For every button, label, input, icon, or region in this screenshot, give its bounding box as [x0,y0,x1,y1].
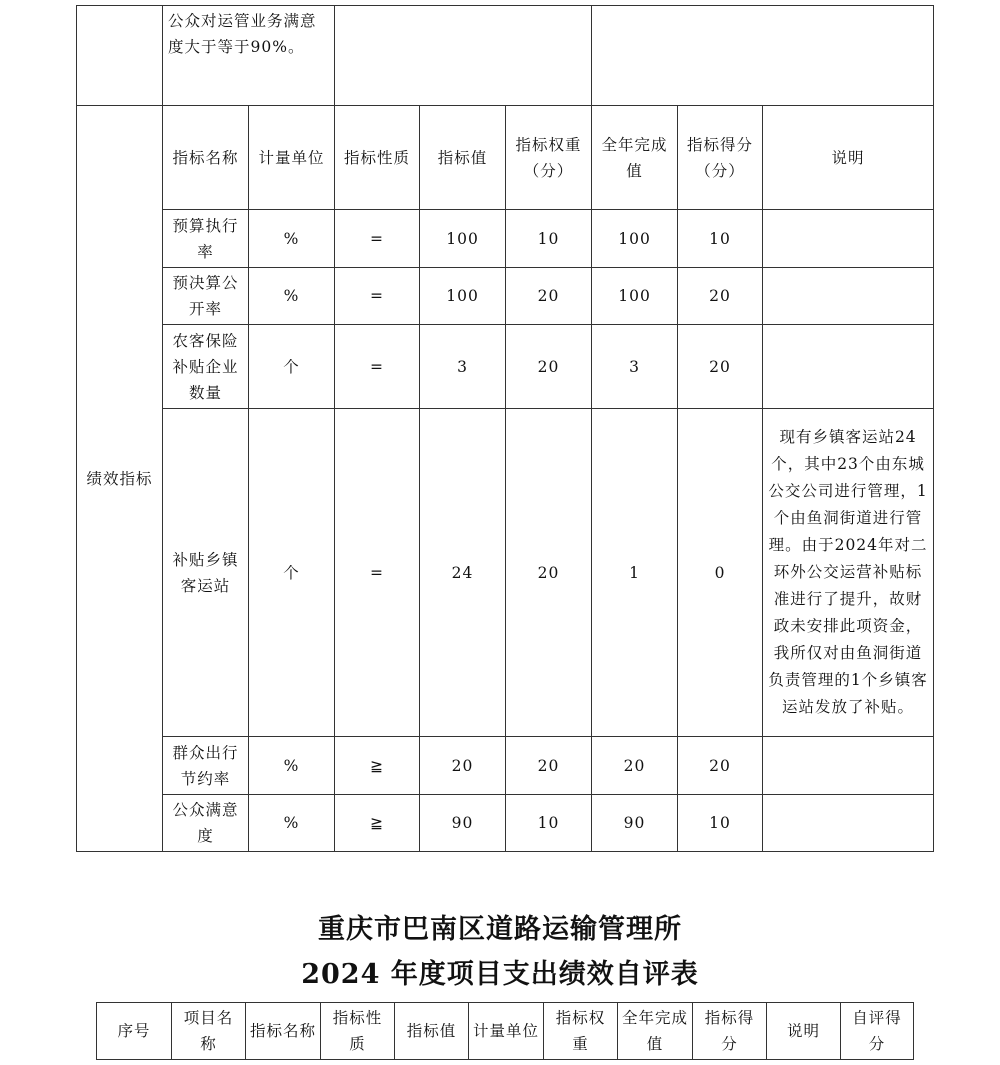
score-cell: 0 [678,409,763,737]
header-cell: 指标值 [420,106,506,210]
category-cell: 绩效指标 [77,106,163,852]
note-cell [763,210,934,268]
performance-indicator-table [76,5,934,852]
header-row [97,1003,914,1060]
header-cell: 计量单位 [469,1003,544,1060]
value-cell: 90 [420,795,506,852]
note-cell [763,325,934,409]
value-cell: 24 [420,409,506,737]
note-cell [763,737,934,795]
value-cell: 100 [420,268,506,325]
weight-cell: 20 [506,409,592,737]
indicator-name: 群众出行节约率 [163,737,249,795]
header-cell: 指标权重 [544,1003,618,1060]
table-row [77,737,934,795]
satisfaction-row [77,6,934,106]
score-cell: 10 [678,795,763,852]
actual-cell: 20 [592,737,678,795]
unit-cell: 个 [249,409,335,737]
header-cell: 指标名称 [163,106,249,210]
empty-cell [335,6,592,106]
table-row [77,325,934,409]
value-cell: 20 [420,737,506,795]
satisfaction-cell: 公众对运管业务满意度大于等于90%。 [163,6,335,106]
nature-cell: ≧ [335,795,420,852]
weight-cell: 10 [506,795,592,852]
header-cell: 序号 [97,1003,172,1060]
document-title-line1: 重庆市巴南区道路运输管理所 [318,914,682,945]
empty-cell [77,6,163,106]
header-cell: 指标值 [395,1003,469,1060]
header-cell: 说明 [763,106,934,210]
indicator-name: 补贴乡镇客运站 [163,409,249,737]
self-evaluation-table [96,1002,914,1060]
indicator-name: 公众满意度 [163,795,249,852]
header-cell: 指标权重（分） [506,106,592,210]
unit-cell: % [249,737,335,795]
header-cell: 指标性质 [335,106,420,210]
header-row [77,106,934,210]
value-cell: 3 [420,325,506,409]
actual-cell: 90 [592,795,678,852]
header-cell: 全年完成值 [592,106,678,210]
weight-cell: 10 [506,210,592,268]
unit-cell: % [249,268,335,325]
header-cell: 项目名称 [172,1003,246,1060]
actual-cell: 3 [592,325,678,409]
nature-cell: = [335,409,420,737]
weight-cell: 20 [506,737,592,795]
header-cell: 全年完成值 [618,1003,693,1060]
score-cell: 20 [678,268,763,325]
weight-cell: 20 [506,325,592,409]
score-cell: 20 [678,325,763,409]
actual-cell: 100 [592,268,678,325]
unit-cell: 个 [249,325,335,409]
actual-cell: 1 [592,409,678,737]
header-cell: 自评得分 [841,1003,914,1060]
empty-cell [592,6,934,106]
indicator-name: 预算执行率 [163,210,249,268]
indicator-name: 预决算公开率 [163,268,249,325]
nature-cell: = [335,268,420,325]
note-cell [763,268,934,325]
header-cell: 指标性质 [321,1003,395,1060]
nature-cell: ≧ [335,737,420,795]
score-cell: 10 [678,210,763,268]
value-cell: 100 [420,210,506,268]
header-cell: 说明 [767,1003,841,1060]
actual-cell: 100 [592,210,678,268]
table-row [77,210,934,268]
header-cell: 指标得分 [693,1003,767,1060]
score-cell: 20 [678,737,763,795]
header-cell: 指标得分（分） [678,106,763,210]
weight-cell: 20 [506,268,592,325]
note-cell [763,795,934,852]
note-cell: 现有乡镇客运站24个，其中23个由东城公交公司进行管理，1个由鱼洞街道进行管理。由于2024年对二环外公交运营补贴标准进行了提升，故财政未安排此项资金，我所仅对由鱼洞街道负责管理的1个乡镇客运站发放了补贴。 [763,409,934,737]
unit-cell: % [249,210,335,268]
nature-cell: = [335,325,420,409]
table-row [77,795,934,852]
nature-cell: = [335,210,420,268]
header-cell: 计量单位 [249,106,335,210]
document-title-line2: 2024 年度项目支出绩效自评表 [301,959,699,990]
table-row [77,268,934,325]
header-cell: 指标名称 [246,1003,321,1060]
table-row [77,409,934,737]
indicator-name: 农客保险补贴企业数量 [163,325,249,409]
unit-cell: % [249,795,335,852]
